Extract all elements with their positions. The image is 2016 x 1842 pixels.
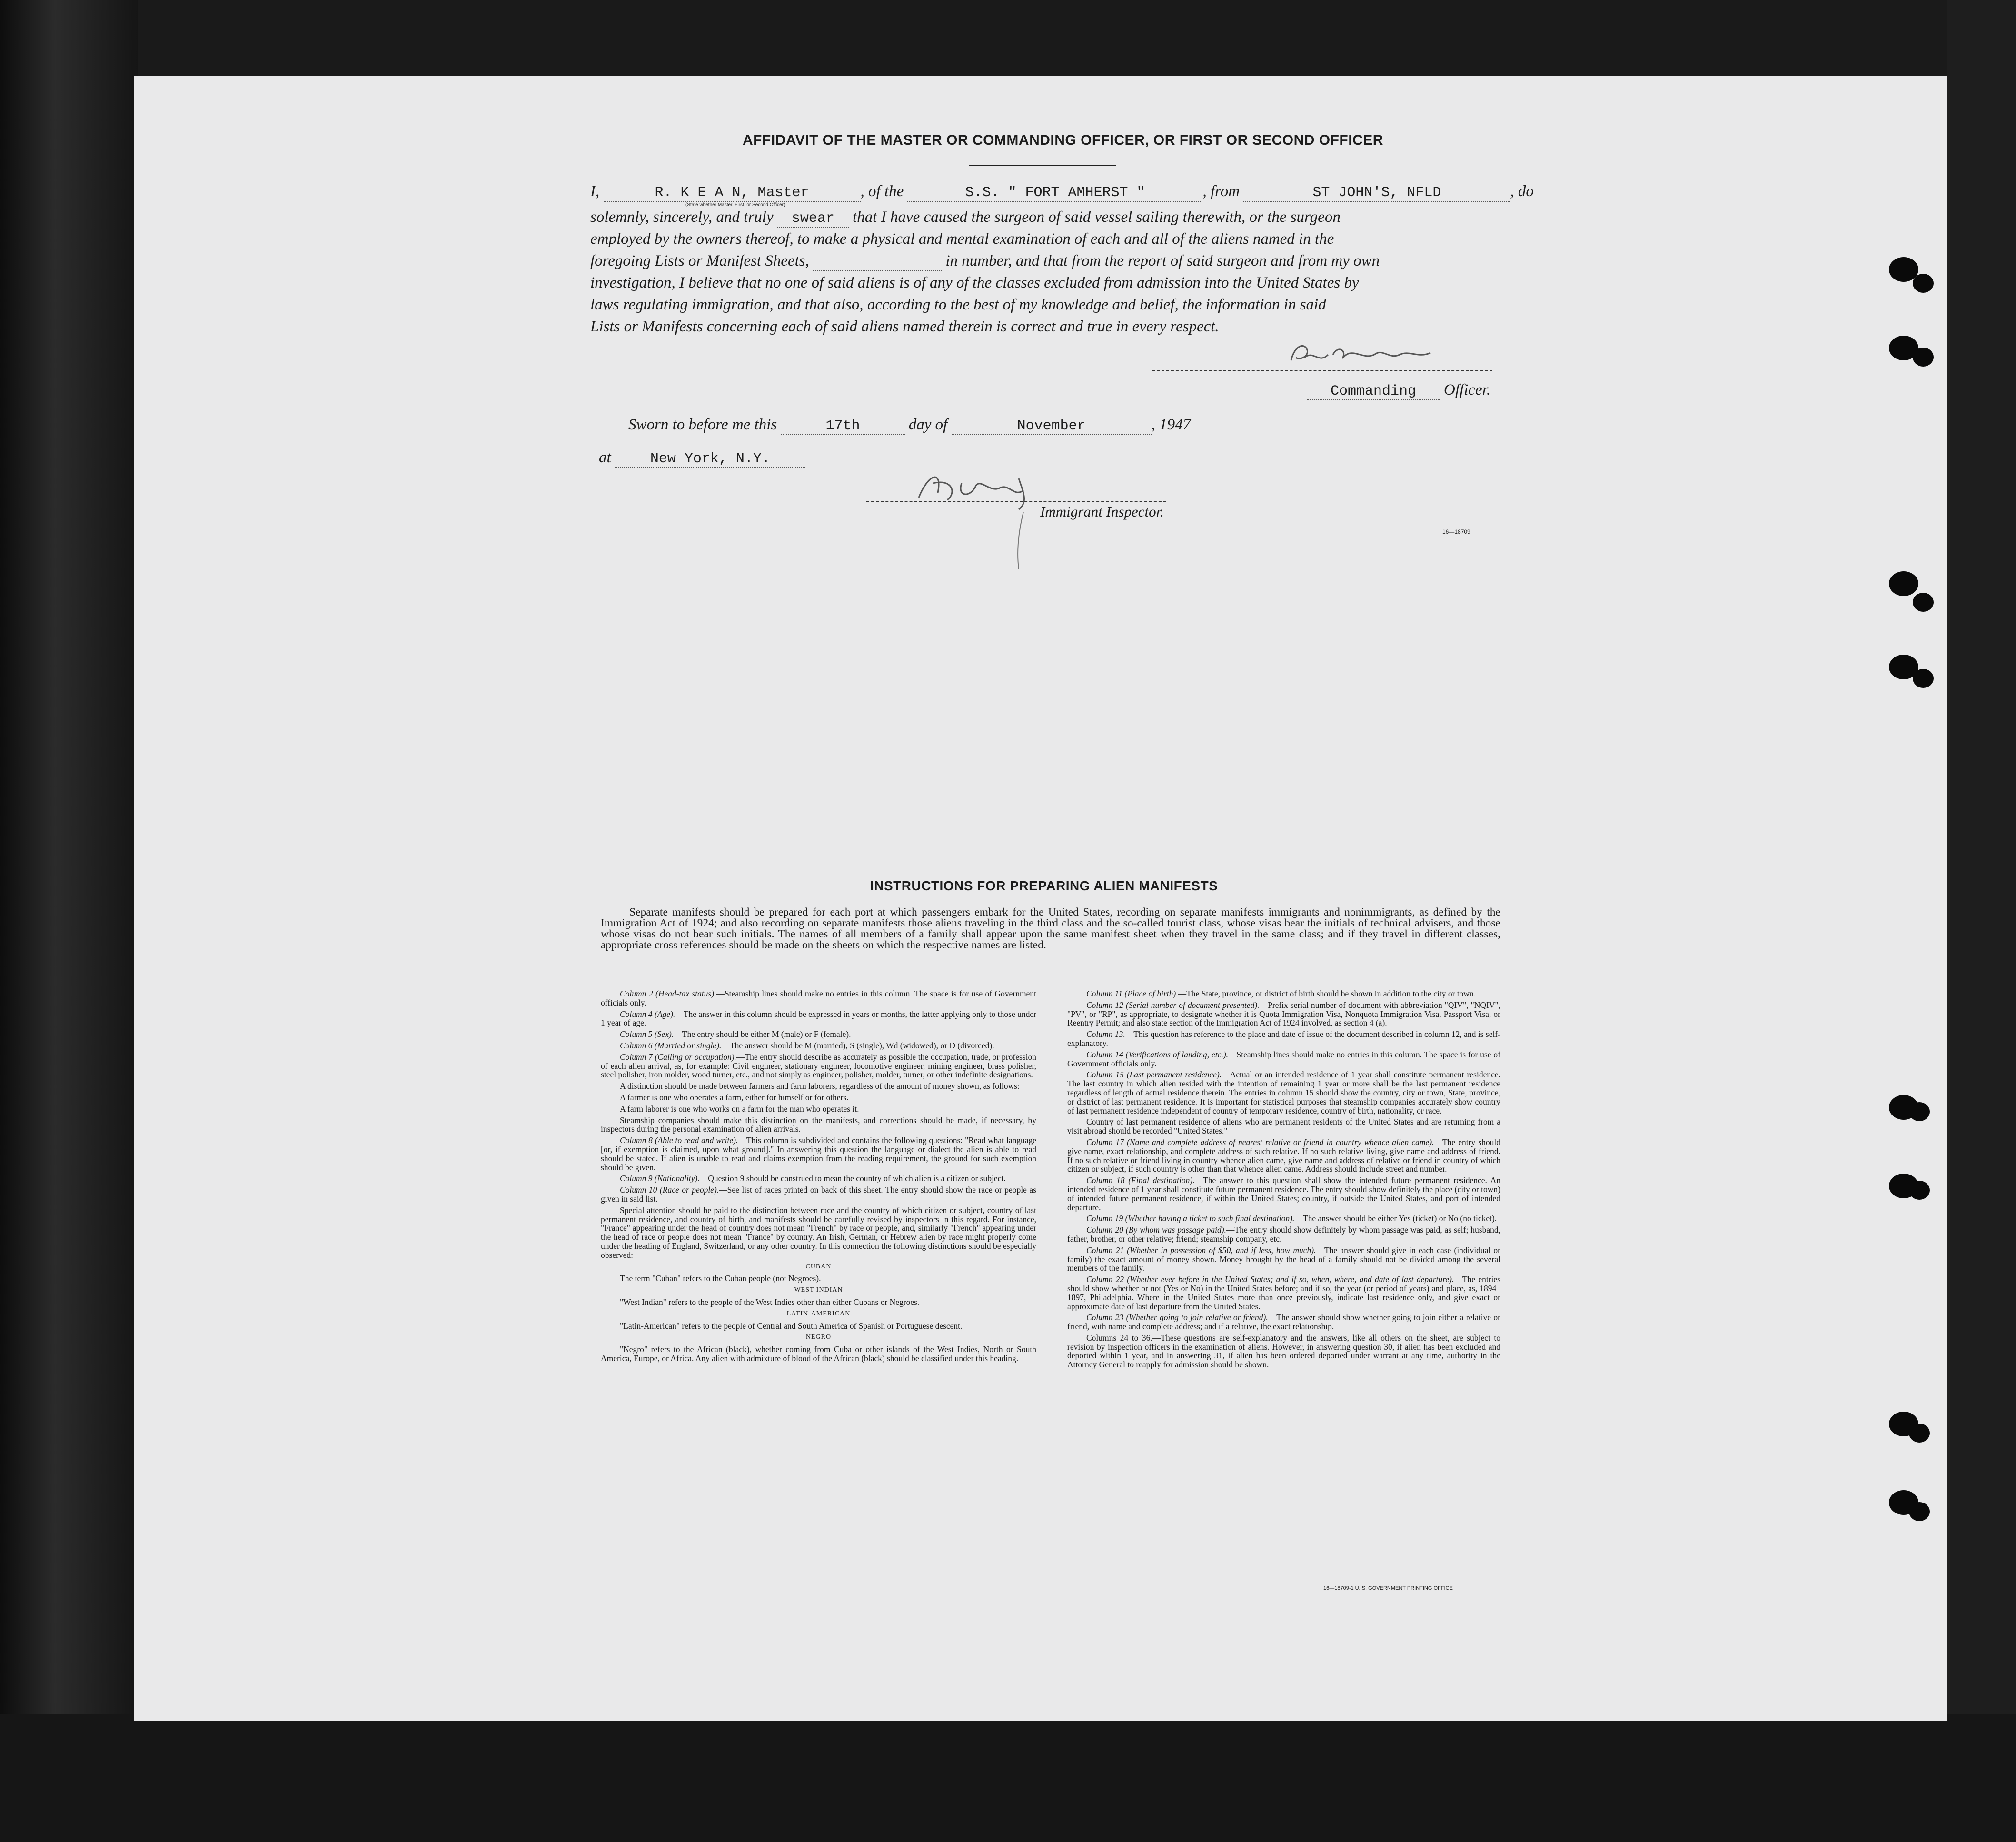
affidavit-line-6: laws regulating immigration, and that also, according to the best of my knowledge and belief, the information in said (590, 296, 1326, 313)
instruction-label: Column 11 (Place of birth). (1086, 989, 1178, 998)
instruction-paragraph (601, 1010, 1036, 1028)
instruction-text: —The entry should give name, exact relationship, and complete address of such relative. If no such relative living, give name and address of friend. If no such relative or friend living in country whence alien came, give name and address of relative or friend in country of which citizen or subject, if such country is other than that whence alien came. Address should include street and number. (1067, 1137, 1501, 1174)
instruction-text: —Actual or an intended residence of 1 year shall constitute permanent residence. The last country in which alien resided with the intention of remaining 1 year or more shall be the last permanent residence regardless of length of actual residence therein. The entries in column 15 should show the country, city or town, State, province, or district of last permanent residence. It is important for statistical purposes that steamship companies accurately show country of last permanent residence independent of country of temporary residence, country of birth, nationality, or race. (1067, 1070, 1500, 1115)
vessel-name-field: S.S. " FORT AMHERST " (907, 185, 1202, 202)
instruction-text: —The State, province, or district of birth should be shown in addition to the city or town. (1178, 989, 1476, 998)
instruction-text: —The entry should show definitely by whom passage was paid, as self; husband, father, brother, or other relative; friend; steamship company, etc. (1067, 1225, 1500, 1244)
instruction-text: —The answer should be M (married), S (single), Wd (widowed), or D (divorced). (721, 1040, 994, 1050)
instruction-paragraph (601, 1082, 1036, 1091)
subsection-heading: LATIN-AMERICAN (786, 1310, 851, 1317)
instruction-label: Column 7 (Calling or occupation). (620, 1052, 736, 1062)
affidavit-line-3: employed by the owners thereof, to make a physical and mental examination of each and all of the aliens named in the (590, 230, 1334, 248)
instruction-text: —See list of races printed on back of this sheet. The entry should show the race or people as given in said list. (601, 1185, 1036, 1204)
punch-hole (1913, 593, 1934, 612)
instruction-paragraph (601, 1185, 1036, 1204)
instruction-label: Column 8 (Able to read and write). (620, 1135, 738, 1145)
instruction-label: Column 6 (Married or single). (620, 1040, 722, 1050)
instruction-text: —The answer should be either Yes (ticket) or No (no ticket). (1294, 1214, 1497, 1224)
affidavit-title: AFFIDAVIT OF THE MASTER OR COMMANDING OFFICER, OR FIRST OR SECOND OFFICER (743, 132, 1383, 148)
instruction-paragraph (601, 1105, 1036, 1114)
subsection-text: The term "Cuban" refers to the Cuban people (not Negroes). (620, 1274, 821, 1284)
instruction-paragraph (601, 989, 1036, 1007)
instruction-paragraph (1067, 1030, 1500, 1048)
instruction-label: Column 22 (Whether ever before in the United States; and if so, when, where, and date of last departure). (1086, 1274, 1454, 1284)
printer-note: 16—18709-1 U. S. GOVERNMENT PRINTING OFFICE (1323, 1585, 1453, 1591)
sworn-day-field: 17th (781, 418, 905, 435)
inspector-label: Immigrant Inspector. (1040, 503, 1164, 520)
subsection-text: "Latin-American" refers to the people of Central and South America of Spanish or Portuguese descent. (620, 1321, 963, 1331)
sworn-month-field: November (952, 418, 1152, 435)
location-line: at New York, N.Y. (599, 449, 805, 468)
film-edge-left (0, 0, 138, 1842)
instruction-paragraph (1067, 1334, 1500, 1369)
instruction-text: —This column is subdivided and contains the following questions: "Read what language [or, if exemption is claimed, upon what ground]." In answering this question the language or dialect the alien is able to read should be stated. If alien is unable to read and claims exemption from the reading requirement, the ground for such exemption should be given. (601, 1135, 1036, 1172)
instruction-paragraph (601, 1041, 1036, 1050)
subsection-text: "West Indian" refers to the people of the West Indies other than either Cubans or Negroes. (620, 1297, 920, 1307)
instruction-text: Special attention should be paid to the distinction between race and the country of which citizen or subject, country of last permanent residence, and country of birth, and manifests should be carefully revised by inspectors in this regard. For instance, "France" appearing under the head of country does not mean "French" by race or people, and, similarly "French" appearing under the head of race or people does not mean "France" by country. An Irish, German, or Hebrew alien by race might properly come under the heading of England, Switzerland, or any other country. In this connection the following distinctions should be especially observed: (601, 1205, 1036, 1260)
film-edge-bottom (0, 1714, 2016, 1842)
instruction-label: Column 17 (Name and complete address of nearest relative or friend in country whence alien came). (1086, 1137, 1434, 1147)
instruction-text: —The answer to this question shall show the intended future permanent residence. An intended residence of 1 year shall constitute future permanent residence. The entry should show definitely the place (city or town) of intended future permanent residence, if within the United States; country, if outside the United States, and port of intended departure. (1067, 1175, 1500, 1212)
instruction-paragraph (1067, 1138, 1500, 1174)
punch-hole (1913, 348, 1934, 367)
instruction-paragraph (1067, 1246, 1500, 1273)
title-rule (969, 165, 1116, 166)
instruction-label: Column 4 (Age). (620, 1009, 675, 1019)
instruction-text: —The answer should show whether going to join either a relative or friend, with name and complete address; and if a relative, the exact relationship. (1067, 1313, 1500, 1332)
master-signature (1285, 336, 1442, 374)
instruction-label: Column 23 (Whether going to join relative or friend). (1086, 1313, 1268, 1323)
instruction-text: —The entries should show whether or not (Yes or No) in the United States before; and if so, the year (or period of years) and place, as, 1894–1897, Philadelphia. Where in the United States more than once previously, indicate last residence only, and give exact or approximate date of last departure from the United States. (1067, 1274, 1500, 1311)
port-field: ST JOHN'S, NFLD (1243, 185, 1510, 202)
instruction-text: —Steamship lines should make no entries in this column. The space is for use of Government officials only. (1067, 1049, 1501, 1068)
form-number: 16—18709 (1442, 528, 1470, 535)
affidavit-line-5: investigation, I believe that no one of said aliens is of any of the classes excluded from admission into the United States by (590, 274, 1359, 291)
instruction-label: Column 19 (Whether having a ticket to such final destination). (1086, 1214, 1295, 1224)
punch-hole (1913, 274, 1934, 293)
affidavit-line-1: I, R. K E A N, Master , of the S.S. " FORT AMHERST " , from ST JOHN'S, NFLD , do (590, 183, 1534, 201)
state-note: (State whether Master, First, or Second Officer) (685, 202, 785, 208)
instruction-label: Column 15 (Last permanent residence). (1086, 1070, 1222, 1080)
instructions-title: INSTRUCTIONS FOR PREPARING ALIEN MANIFESTS (870, 878, 1218, 893)
instruction-paragraph (601, 1116, 1036, 1134)
instruction-text: Columns 24 to 36.—These questions are self-explanatory and the answers, like all others on the sheet, are subject to revision by inspection officers in the examination of aliens. However, in answering question 30, if alien has been excluded and deported within 1 year, and in answering 31, if alien has been ordered deported under warrant at any time, authority in the Attorney General to reapply for admission should be shown. (1067, 1333, 1500, 1370)
instruction-paragraph (1067, 1117, 1500, 1135)
instruction-text: Steamship companies should make this distinction on the manifests, and corrections should be made, if necessary, by inspectors during the personal examination of alien arrivals. (601, 1115, 1036, 1134)
instruction-paragraph (1067, 1313, 1500, 1331)
subsection-heading: WEST INDIAN (794, 1286, 843, 1294)
affidavit-line-4: foregoing Lists or Manifest Sheets, in number, and that from the report of said surgeon and from my own (590, 252, 1380, 271)
punch-hole (1913, 669, 1934, 688)
instruction-text: A farmer is one who operates a farm, either for himself or for others. (620, 1092, 849, 1102)
instruction-label: Column 10 (Race or people). (620, 1185, 719, 1195)
officer-title-line: Commanding Officer. (1307, 381, 1490, 400)
location-field: New York, N.Y. (615, 451, 805, 468)
officer-rank-field: Commanding (1307, 383, 1440, 400)
subsection-heading: NEGRO (805, 1334, 832, 1341)
instruction-label: Column 14 (Verifications of landing, etc.). (1086, 1049, 1229, 1059)
punch-hole (1909, 1102, 1930, 1121)
instruction-label: Column 18 (Final destination). (1086, 1175, 1195, 1185)
punch-hole (1889, 571, 1918, 596)
instructions-right-column (1067, 989, 1500, 1372)
instruction-label: Column 13. (1086, 1029, 1125, 1039)
sworn-line: Sworn to before me this 17th day of November , 1947 (628, 416, 1191, 434)
instruction-paragraph (1067, 1275, 1500, 1311)
instruction-text: —The answer should give in each case (individual or family) the exact amount of money shown. Money brought by the head of a family should not be divided among the several members of the family. (1067, 1245, 1500, 1273)
affidavit-line-2: solemnly, sincerely, and truly swear that I have caused the surgeon of said vessel sailing therewith, or the surgeon (590, 209, 1341, 227)
instruction-text: A farm laborer is one who works on a farm for the man who operates it. (620, 1104, 859, 1114)
instruction-paragraph (601, 1136, 1036, 1172)
instruction-label: Column 2 (Head-tax status). (620, 989, 716, 998)
punch-hole (1909, 1502, 1930, 1521)
instruction-paragraph (601, 1053, 1036, 1079)
instruction-label: Column 9 (Nationality). (620, 1174, 700, 1184)
instruction-text: —The entry should be either M (male) or F (female). (674, 1029, 851, 1039)
instruction-text: —This question has reference to the place and date of issue of the document described in column 12, and is self-explanatory. (1067, 1029, 1500, 1048)
instruction-text: —Question 9 should be construed to mean the country of which alien is a citizen or subject. (699, 1174, 1006, 1184)
subsection-text: "Negro" refers to the African (black), whether coming from Cuba or other islands of the West Indies, North or South America, Europe, or Africa. Any alien with admixture of blood of the African (black) should be classified under this heading. (601, 1344, 1036, 1363)
instruction-text: —The entry should describe as accurately as possible the occupation, trade, or profession of each alien arrival, as, for example: Civil engineer, stationary engineer, locomotive engineer, mining engineer, brass polisher, steel polisher, iron molder, wood turner, etc., and not simply as engineer, polisher, molder, turner, or other indefinite designations. (601, 1052, 1036, 1080)
instruction-text: —Prefix serial number of document with abbreviation "QIV", "NQIV", "PV", or "RP", as appropriate, to designate whether it is Quota Immigration Visa, Nonquota Immigration Visa, Passport Visa, or Reentry Permit; and also state section of the Immigration Act of 1924 involved, as section 4 (a). (1067, 1000, 1500, 1028)
instruction-label: Column 12 (Serial number of document presented). (1086, 1000, 1260, 1010)
instructions-left-column (601, 989, 1036, 1365)
instruction-paragraph (1067, 1001, 1500, 1027)
subsection-heading: CUBAN (805, 1263, 832, 1270)
film-edge-right (1947, 0, 2016, 1842)
instruction-paragraph (601, 1206, 1036, 1260)
instruction-paragraph (1067, 1176, 1500, 1212)
instruction-paragraph (1067, 1070, 1500, 1115)
instruction-text: —The answer in this column should be expressed in years or months, the latter applying only to those under 1 year of age. (601, 1009, 1036, 1028)
instruction-text: A distinction should be made between farmers and farm laborers, regardless of the amount of money shown, as follows: (620, 1081, 1020, 1091)
inspector-signature-line (866, 501, 1166, 502)
instruction-paragraph (1067, 1225, 1500, 1244)
punch-hole (1909, 1181, 1930, 1200)
instruction-paragraph (601, 1030, 1036, 1039)
instruction-paragraph (1067, 1050, 1500, 1068)
instruction-paragraph (1067, 1214, 1500, 1223)
count-field (813, 252, 942, 271)
instruction-paragraph (1067, 989, 1500, 998)
officer-name-field: R. K E A N, Master (604, 185, 861, 202)
instructions-intro: Separate manifests should be prepared for each port at which passengers embark for the United States, recording on separate manifests immigrants and nonimmigrants, as defined by the Immigration Act of 1924; and also recording on separate manifests those aliens traveling in the third class and the so-called tourist class, whose visas bear the initials of technical advisers, and those whose visas do not bear such initials. The names of all members of a family shall appear upon the same manifest sheet when they travel in the same class; and if they travel in different classes, appropriate cross references should be made on the sheets on which the respective names are listed. (601, 906, 1500, 951)
instruction-text: —Steamship lines should make no entries in this column. The space is for use of Government officials only. (601, 989, 1037, 1007)
oath-field: swear (777, 210, 849, 228)
instruction-text: Country of last permanent residence of aliens who are permanent residents of the United States and are returning from a visit abroad should be recorded "United States." (1067, 1117, 1500, 1136)
affidavit-line-7: Lists or Manifests concerning each of said aliens named therein is correct and true in every respect. (590, 318, 1219, 335)
instruction-paragraph (601, 1174, 1036, 1183)
punch-hole (1909, 1424, 1930, 1443)
instruction-paragraph (601, 1093, 1036, 1102)
instruction-label: Column 21 (Whether in possession of $50, and if less, how much). (1086, 1245, 1316, 1255)
instruction-label: Column 20 (By whom was passage paid). (1086, 1225, 1226, 1235)
instruction-label: Column 5 (Sex). (620, 1029, 674, 1039)
